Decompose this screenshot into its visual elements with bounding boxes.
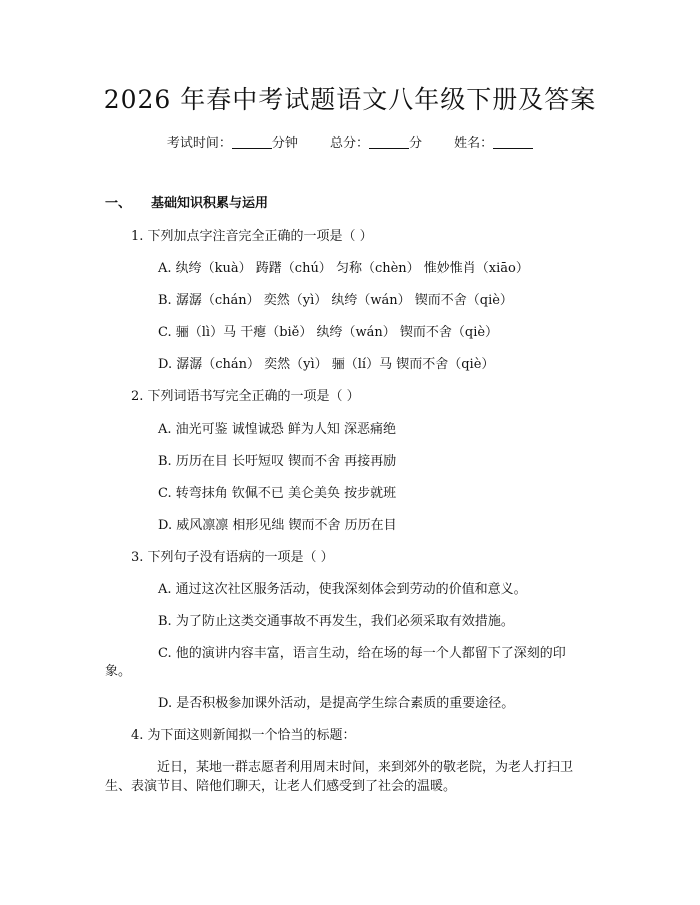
- exam-time-label: 考试时间：: [166, 136, 232, 151]
- answer-option[interactable]: B. 为了防止这类交通事故不再发生，我们必须采取有效措施。: [158, 614, 514, 629]
- section-title: 基础知识积累与运用: [151, 196, 269, 211]
- answer-option[interactable]: D. 威风凛凛 相形见绌 锲而不舍 历历在目: [158, 518, 397, 533]
- answer-option[interactable]: A. 油光可鉴 诚惶诚恐 鲜为人知 深恶痛绝: [158, 422, 397, 437]
- question-stem: 2. 下列词语书写完全正确的一项是（ ）: [131, 389, 360, 404]
- exam-time-unit: 分钟: [271, 136, 298, 151]
- news-passage-line: 近日，某地一群志愿者利用周末时间，来到郊外的敬老院，为老人打扫卫: [157, 760, 574, 775]
- answer-option[interactable]: C. 他的演讲内容丰富，语言生动，给在场的每一个人都留下了深刻的印: [158, 646, 566, 661]
- page-title: 2026 年春中考试题语文八年级下册及答案: [103, 85, 597, 114]
- answer-option[interactable]: B. 历历在目 长吁短叹 锲而不舍 再接再励: [158, 454, 397, 469]
- question-stem: 3. 下列句子没有语病的一项是（ ）: [131, 550, 334, 565]
- total-score-field: [330, 136, 422, 151]
- answer-option[interactable]: D. 潺潺（chán） 奕然（yì） 骊（lí）马 锲而不舍（qiè）: [158, 357, 495, 372]
- answer-option[interactable]: A. 通过这次社区服务活动，使我深刻体会到劳动的价值和意义。: [158, 582, 527, 597]
- total-score-blank[interactable]: [369, 136, 409, 149]
- section-heading: [105, 192, 268, 211]
- exam-time-blank[interactable]: [232, 136, 272, 149]
- exam-time-field: [167, 136, 298, 151]
- name-label: 姓名：: [454, 136, 494, 151]
- exam-info-row: [0, 132, 700, 151]
- total-score-label: 总分：: [329, 136, 369, 151]
- answer-option-continuation: 象。: [105, 664, 132, 679]
- total-score-unit: 分: [409, 136, 423, 151]
- answer-option[interactable]: C. 骊（lì）马 干瘪（biě） 纨绔（wán） 锲而不舍（qiè）: [158, 325, 499, 340]
- question-stem: 1. 下列加点字注音完全正确的一项是（ ）: [131, 229, 373, 244]
- name-field: [454, 136, 533, 151]
- name-blank[interactable]: [493, 136, 533, 149]
- answer-option[interactable]: A. 纨绔（kuà） 踌躇（chú） 匀称（chèn） 惟妙惟肖（xiāo）: [158, 261, 529, 276]
- section-number: 一、: [105, 196, 132, 211]
- answer-option[interactable]: C. 转弯抹角 钦佩不已 美仑美奂 按步就班: [158, 486, 397, 501]
- answer-option[interactable]: B. 潺潺（chán） 奕然（yì） 纨绔（wán） 锲而不舍（qiè）: [158, 293, 513, 308]
- news-passage-line: 生、表演节目、陪他们聊天，让老人们感受到了社会的温暖。: [105, 779, 457, 794]
- answer-option[interactable]: D. 是否积极参加课外活动，是提高学生综合素质的重要途径。: [158, 696, 515, 711]
- question-stem: 4. 为下面这则新闻拟一个恰当的标题：: [131, 728, 356, 743]
